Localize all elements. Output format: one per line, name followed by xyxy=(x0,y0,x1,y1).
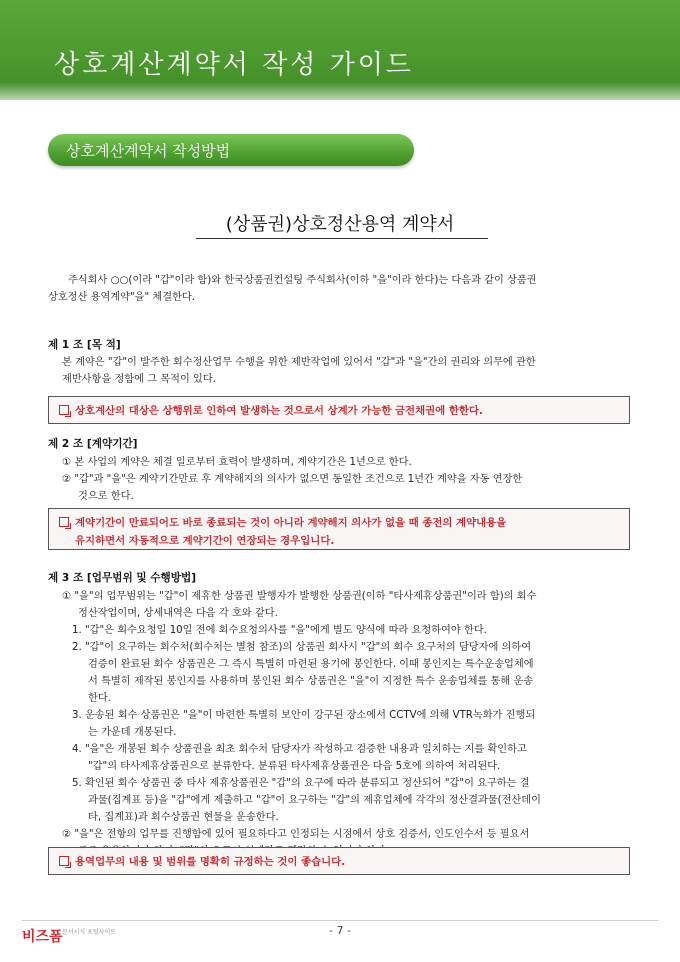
document-title: (상품권)상호정산용역 계약서 xyxy=(225,214,455,235)
article-3-line-8: 3. 운송된 회수 상품권은 "을"이 마련한 특별히 보안이 강구된 장소에서 CCTV에 의해 VTR녹화가 진행되 xyxy=(72,710,536,721)
article-3-line-1: ① "을"의 업무범위는 "갑"이 제휴한 상품권 발행자가 발행한 상품권(이하 "타사제휴상품권"이라 함)의 회수 xyxy=(62,591,537,602)
article-3-line-10: 4. "을"은 개봉된 회수 상품권을 최초 회수처 담당자가 작성하고 검증한 내용과 일치하는 지를 확인하고 xyxy=(72,744,527,755)
note-icon xyxy=(59,405,69,415)
header-band xyxy=(0,0,680,100)
article-1-notice xyxy=(48,396,630,424)
article-3-line-13: 과물(집계표 등)을 "갑"에게 제출하고 "갑"이 요구하는 "갑"의 제휴업체에 각각의 정산결과물(전산데이 xyxy=(88,795,541,806)
article-1-notice-text: 상호계산의 대상은 상행위로 인하여 발생하는 것으로서 상계가 가능한 금전채권에 한한다. xyxy=(75,405,483,417)
note-icon xyxy=(59,856,69,866)
article-3-heading: 제 3 조 [업무범위 및 수행방법] xyxy=(48,572,197,584)
article-3-line-9: 는 가운데 개봉된다. xyxy=(88,727,177,738)
article-2-notice xyxy=(48,508,630,550)
article-3-line-14: 타, 집계표)과 회수상품권 현물을 운송한다. xyxy=(88,812,279,823)
article-3-notice-text: 용역업무의 내용 및 범위를 명확히 규정하는 것이 좋습니다. xyxy=(75,856,346,868)
article-1-line-1: 본 계약은 "갑"이 발주한 회수정산업무 수행을 위한 제반작업에 있어서 "갑"과 "을"간의 권리와 의무에 관한 xyxy=(62,357,536,368)
intro-line-2: 상호정산 용역계약"을" 체결한다. xyxy=(48,292,196,303)
note-icon xyxy=(59,517,69,527)
article-1-line-2: 제반사항을 정함에 그 목적이 있다. xyxy=(62,374,216,385)
article-3-line-2: 정산작업이며, 상세내역은 다음 각 호와 같다. xyxy=(78,608,278,619)
article-2-line-3: 것으로 한다. xyxy=(78,491,134,502)
article-3-line-11: "갑"의 타사제휴상품권으로 분류한다. 분류된 타사제휴상품권은 다음 5호에 의하여 처리된다. xyxy=(88,761,501,772)
article-2-notice-text-1: 계약기간이 만료되어도 바로 종료되는 것이 아니라 계약해지 의사가 없을 때 종전의 계약내용을 xyxy=(75,517,507,529)
intro-line-1: 주식회사 ○○(이라 "갑"이라 함)와 한국상품권컨설팅 주식회사(이하 "을"이라 한다)는 다음과 같이 상품권 xyxy=(68,275,537,286)
article-3-line-15: ② "을"은 전항의 업무를 진행함에 있어 필요하다고 인정되는 시점에서 상호 검증서, 인도인수서 등 필요서 xyxy=(62,829,530,840)
article-3-line-7: 한다. xyxy=(88,693,111,704)
article-3-line-3: 1. "갑"은 회수요청일 10일 전에 회수요청의사를 "을"에게 별도 양식에 따라 요청하여야 한다. xyxy=(72,625,487,636)
page-title: 상호계산계약서 작성 가이드 xyxy=(54,50,414,80)
article-1-heading: 제 1 조 [목 적] xyxy=(48,339,121,351)
article-2-line-1: ① 본 사업의 계약은 체결 일로부터 효력이 발생하며, 계약기간은 1년으로 한다. xyxy=(62,457,412,468)
logo-subtext: 문서서식 포털사이트 xyxy=(62,929,117,936)
section-pill xyxy=(48,134,414,166)
article-3-line-12: 5. 확인된 회수 상품권 중 타사 제휴상품권은 "갑"의 요구에 따라 분류되고 정산되어 "갑"이 요구하는 결 xyxy=(72,778,530,789)
article-3-notice xyxy=(48,847,630,875)
section-label: 상호계산계약서 작성방법 xyxy=(66,142,231,160)
article-3-line-5: 검증이 완료된 회수 상품권은 그 즉시 특별히 마련된 용기에 봉인한다. 이때 봉인지는 특수운송업체에 xyxy=(88,659,534,670)
article-3-line-4: 2. "갑"이 요구하는 회수처(회수처는 별첨 참조)의 상품권 회사시 "갑"의 회수 요구처의 담당자에 의하여 xyxy=(72,642,532,653)
article-2-line-2: ② "갑"과 "을"은 계약기간만료 후 계약해지의 의사가 없으면 동일한 조건으로 1년간 계약을 자동 연장한 xyxy=(62,474,523,485)
footer-divider xyxy=(22,920,658,921)
article-2-heading: 제 2 조 [계약기간] xyxy=(48,438,138,450)
logo-text: 비즈폼 xyxy=(22,929,63,945)
title-underline xyxy=(196,238,488,239)
page-number: - 7 - xyxy=(329,924,351,937)
article-2-notice-text-2: 유지하면서 자동적으로 계약기간이 연장되는 경우입니다. xyxy=(75,535,335,547)
article-3-line-6: 서 특별히 제작된 봉인지를 사용하며 봉인된 회수 상품권은 "을"이 지정한 특수 운송업체를 통해 운송 xyxy=(88,676,534,687)
